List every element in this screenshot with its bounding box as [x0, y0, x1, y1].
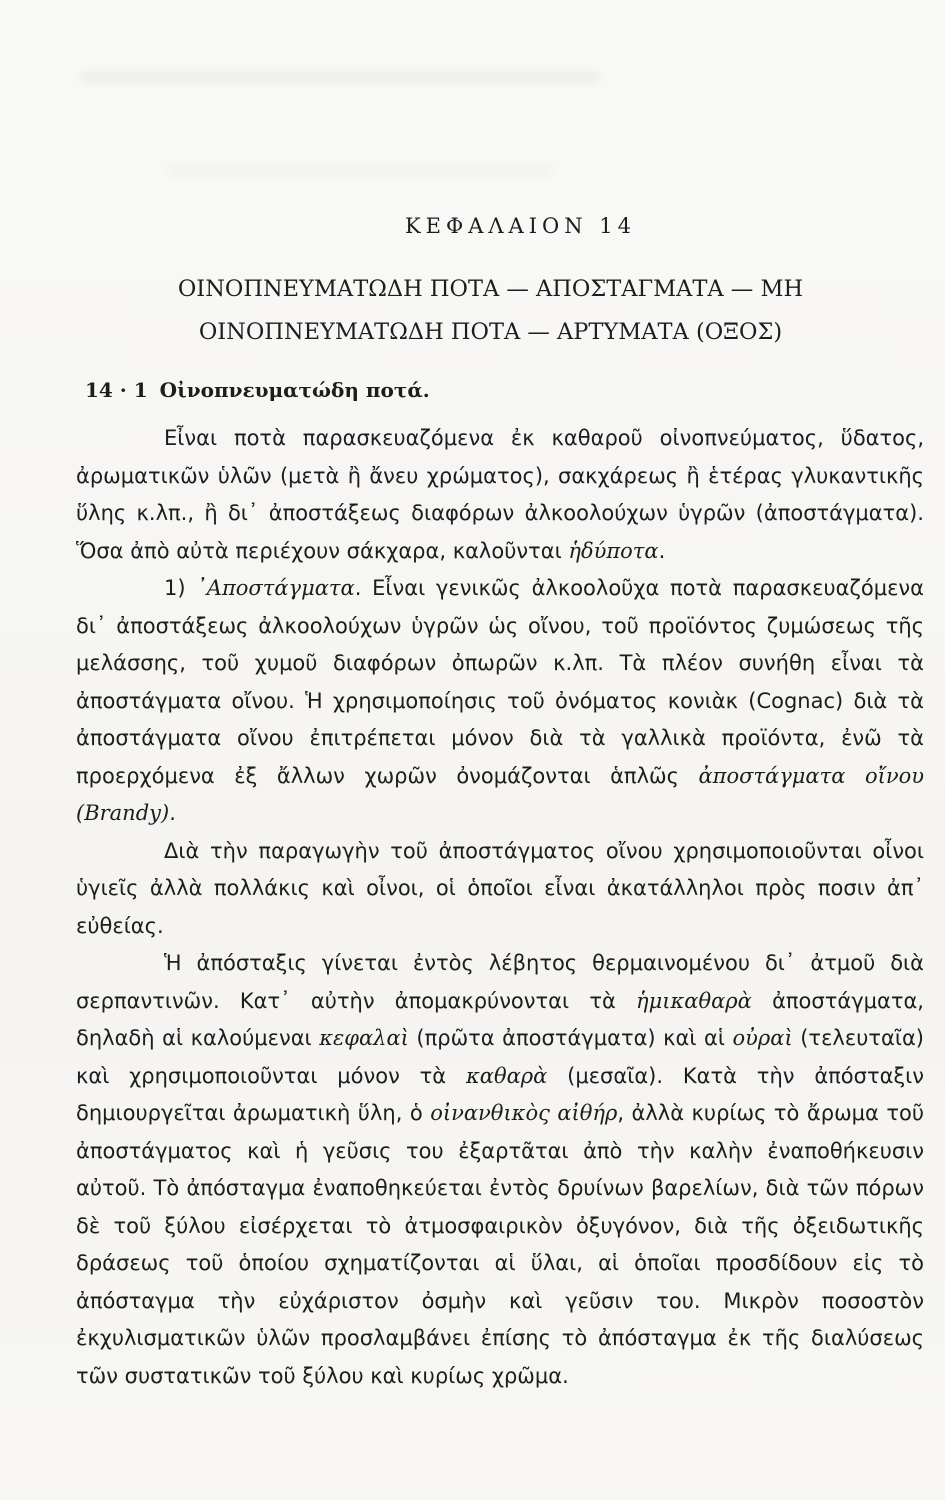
term-apostagmata: ᾽Αποστάγματα	[196, 576, 355, 600]
term-ourai: οὐραὶ	[732, 1026, 793, 1050]
section-title: Οἰνοπνευματώδη ποτά.	[159, 378, 430, 402]
paragraph-1-end: .	[658, 538, 666, 563]
term-brandy: ἀποστάγματα οἴνου (Brandy)	[76, 763, 924, 825]
paragraph-4-text-6: , ἀλλὰ κυρίως τὸ ἄρωμα τοῦ ἀποστάγματος καὶ ἡ γεῦσις του ἐξαρτᾶται ἀπὸ τὴν καλὴν ἐναποθήκευσιν αὐτοῦ. Τὸ ἀπόσταγμα ἐναποθηκεύεται ἐντὸς δρυίνων βαρελίων, διὰ τῶν πόρων δὲ τοῦ ξύλου εἰσέρχεται τὸ ἀτμοσφαιρικὸν ὀξυγόνον, διὰ τῆς ὀξειδωτικῆς δράσεως τοῦ ὁποίου σχηματίζονται αἱ ὕλαι, αἱ ὁποῖαι προσδίδουν εἰς τὸ ἀπόσταγμα τὴν εὐχάριστον ὀσμὴν καὶ γεῦσιν του. Μικρὸν ποσοστὸν ἐκχυλισματικῶν ὑλῶν προσλαμβάνει ἐπίσης τὸ ἀπόσταγμα ἐκ τῆς διαλύσεως τῶν συστατικῶν τοῦ ξύλου καὶ κυρίως χρῶμα.	[76, 1101, 924, 1388]
paragraph-2-end: .	[169, 801, 176, 825]
paragraph-2	[76, 570, 924, 833]
paragraph-3: Διὰ τὴν παραγωγὴν τοῦ ἀποστάγματος οἴνου χρησιμοποιοῦνται οἶνοι ὑγιεῖς ἀλλὰ πολλάκις καὶ οἶνοι, οἱ ὁποῖοι εἶναι ἀκατάλληλοι πρὸς ποσιν ἀπ᾽ εὐθείας.	[76, 838, 924, 938]
section-heading	[85, 378, 430, 402]
term-hemikathara: ἡμικαθαρὰ	[636, 988, 752, 1013]
paragraph-2-text: . Εἶναι γενικῶς ἀλκοολοῦχα ποτὰ παρασκευαζόμενα δι᾽ ἀποστάξεως ἀλκοολούχων ὑγρῶν ὡς οἴνου, τοῦ προϊόντος ζυμώσεως τῆς μελάσσης, τοῦ χυμοῦ διαφόρων ὀπωρῶν κ.λπ. Τὰ πλέον συνήθη εἶναι τὰ ἀποστάγματα οἴνου. Ἡ χρησιμοποίησις τοῦ ὀνόματος κονιὰκ (Cognac) διὰ τὰ ἀποστάγματα οἴνου ἐπιτρέπεται μόνον διὰ τὰ γαλλικὰ προϊόντα, ἐνῶ τὰ προερχόμενα ἐξ ἄλλων χωρῶν ὀνομάζονται ἁπλῶς	[76, 576, 924, 788]
bleed-through-shadow	[80, 70, 600, 84]
term-hedypota: ἡδύποτα	[568, 538, 659, 563]
term-kathara: καθαρὰ	[466, 1063, 548, 1088]
paragraph-4-text-3: (πρῶτα ἀποστάγματα) καὶ αἱ	[416, 1026, 725, 1050]
paragraph-1	[76, 420, 924, 570]
bleed-through-shadow	[170, 165, 550, 175]
paragraph-1-text: Εἶναι ποτὰ παρασκευαζόμενα ἐκ καθαροῦ οἰνοπνεύματος, ὕδατος, ἀρωματικῶν ὑλῶν (μετὰ ἢ ἄνευ χρώματος), σακχάρεως ἢ ἑτέρας γλυκαντικῆς ὕλης κ.λπ., ἢ δι᾽ ἀποστάξεως διαφόρων ἀλκοολούχων ὑγρῶν (ἀποστάγματα). Ὅσα ἀπὸ αὐτὰ περιέχουν σάκχαρα, καλοῦνται	[76, 426, 924, 563]
chapter-label: ΚΕΦΑΛΑΙΟΝ 14	[404, 214, 636, 238]
list-number: 1)	[164, 576, 197, 600]
paragraph-4	[76, 945, 924, 1395]
term-kephalai: κεφαλαὶ	[319, 1026, 409, 1050]
paragraph-4-text-1: Ἡ ἀπόσταξις γίνεται ἐντὸς λέβητος θερμαινομένου δι᾽ ἀτμοῦ διὰ σερπαντινῶν. Κατ᾽ αὐτὴν ἀπομακρύνονται τὰ	[76, 951, 924, 1013]
body-text	[76, 420, 924, 1395]
chapter-title-line-2: ΟΙΝΟΠΝΕΥΜΑΤΩΔΗ ΠΟΤΑ — ΑΡΤΥΜΑΤΑ (ΟΞΟΣ)	[198, 319, 783, 345]
chapter-title	[0, 268, 945, 354]
paragraph-4-text-5: (μεσαῖα). Κατὰ τὴν ἀπόσταξιν δημιουργεῖται ἀρωματικὴ ὕλη, ὁ	[76, 1063, 924, 1125]
chapter-title-line-1: ΟΙΝΟΠΝΕΥΜΑΤΩΔΗ ΠΟΤΑ — ΑΠΟΣΤΑΓΜΑΤΑ — ΜΗ	[177, 276, 804, 302]
term-oinanthikos-aither: οἰνανθικὸς αἰθήρ	[430, 1101, 618, 1125]
section-number: 14 · 1	[85, 378, 148, 402]
paragraph-4-text-4: (τελευταῖα) καὶ χρησιμοποιοῦνται μόνον τὰ	[76, 1026, 924, 1088]
paragraph-4-text-2: ἀποστάγματα, δηλαδὴ αἱ καλούμεναι	[76, 988, 924, 1050]
